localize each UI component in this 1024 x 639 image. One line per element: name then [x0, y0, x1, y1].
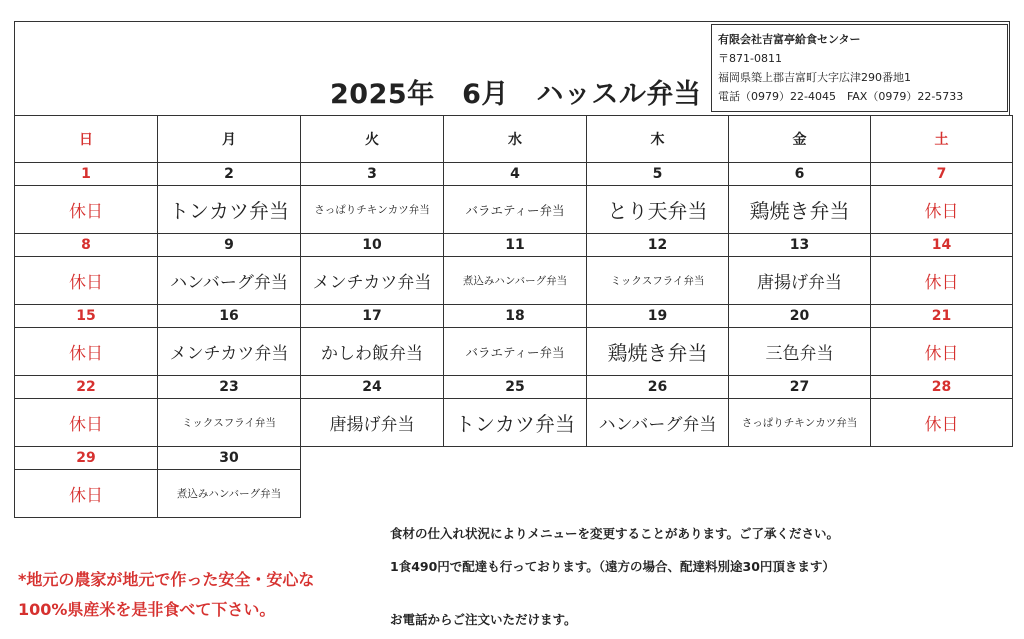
page-title: 2025年 6月 ハッスル弁当: [330, 79, 702, 110]
weekday-monday: 月: [158, 116, 301, 163]
date-cell: 16: [158, 305, 301, 328]
local-rice-note-line2: 100%県産米を是非食べて下さい。: [18, 600, 276, 619]
local-rice-note: [18, 565, 314, 625]
holiday-cell: 休日: [871, 328, 1013, 376]
menu-cell: メンチカツ弁当: [158, 328, 301, 376]
menu-cell: 三色弁当: [729, 328, 871, 376]
holiday-cell: 休日: [15, 328, 158, 376]
date-cell: 21: [871, 305, 1013, 328]
weekday-wednesday: 水: [444, 116, 587, 163]
date-cell: 24: [301, 376, 444, 399]
date-row: [15, 234, 1013, 257]
menu-cell: トンカツ弁当: [158, 186, 301, 234]
date-cell: 19: [587, 305, 729, 328]
date-cell: 10: [301, 234, 444, 257]
holiday-cell: 休日: [871, 399, 1013, 447]
date-row: [15, 163, 1013, 186]
menu-cell: ハンバーグ弁当: [587, 399, 729, 447]
menu-cell: ミックスフライ弁当: [587, 257, 729, 305]
date-cell: 14: [871, 234, 1013, 257]
date-cell: 26: [587, 376, 729, 399]
holiday-cell: 休日: [15, 399, 158, 447]
weekday-tuesday: 火: [301, 116, 444, 163]
weekday-friday: 金: [729, 116, 871, 163]
date-cell: 30: [158, 447, 301, 470]
weekday-thursday: 木: [587, 116, 729, 163]
menu-row: [15, 186, 1013, 234]
date-cell: 17: [301, 305, 444, 328]
menu-change-note: 食材の仕入れ状況によりメニューを変更することがあります。ご了承ください。: [390, 526, 840, 541]
menu-cell: ミックスフライ弁当: [158, 399, 301, 447]
local-rice-note-line1: *地元の農家が地元で作った安全・安心な: [18, 570, 315, 589]
menu-cell: 鶏焼き弁当: [729, 186, 871, 234]
date-cell: 15: [15, 305, 158, 328]
phone-order-note: お電話からご注文いただけます。: [390, 612, 577, 627]
delivery-note: 1食490円で配達も行っております。（遠方の場合、配達料別途30円頂きます）: [390, 559, 835, 574]
company-info-box: [711, 24, 1008, 112]
date-cell: 7: [871, 163, 1013, 186]
date-cell: 23: [158, 376, 301, 399]
menu-cell: さっぱりチキンカツ弁当: [301, 186, 444, 234]
date-cell: 13: [729, 234, 871, 257]
date-cell: 27: [729, 376, 871, 399]
weekday-header-row: [15, 116, 1013, 163]
date-row: [15, 376, 1013, 399]
menu-row: [15, 328, 1013, 376]
company-postal-code: 〒871-0811: [718, 52, 782, 65]
menu-row: [15, 470, 1013, 518]
menu-cell: 煮込みハンバーグ弁当: [444, 257, 587, 305]
date-row: [15, 447, 1013, 470]
date-cell: 22: [15, 376, 158, 399]
company-contact: 電話（0979）22-4045 FAX（0979）22-5733: [718, 90, 964, 103]
company-address: 福岡県築上郡吉富町大字広津290番地1: [718, 71, 911, 84]
weekday-saturday: 土: [871, 116, 1013, 163]
company-name: 有限会社吉富亭給食センター: [718, 33, 861, 46]
menu-cell: ハンバーグ弁当: [158, 257, 301, 305]
date-cell: 4: [444, 163, 587, 186]
menu-row: [15, 257, 1013, 305]
date-row: [15, 305, 1013, 328]
date-cell: 8: [15, 234, 158, 257]
menu-cell: 唐揚げ弁当: [729, 257, 871, 305]
empty-cell: [301, 470, 1013, 518]
date-cell: 2: [158, 163, 301, 186]
empty-cell: [301, 447, 1013, 470]
date-cell: 3: [301, 163, 444, 186]
holiday-cell: 休日: [871, 186, 1013, 234]
date-cell: 11: [444, 234, 587, 257]
menu-cell: 唐揚げ弁当: [301, 399, 444, 447]
menu-cell: 煮込みハンバーグ弁当: [158, 470, 301, 518]
weekday-sunday: 日: [15, 116, 158, 163]
date-cell: 6: [729, 163, 871, 186]
holiday-cell: 休日: [15, 257, 158, 305]
date-cell: 18: [444, 305, 587, 328]
date-cell: 20: [729, 305, 871, 328]
date-cell: 25: [444, 376, 587, 399]
menu-cell: かしわ飯弁当: [301, 328, 444, 376]
holiday-cell: 休日: [871, 257, 1013, 305]
holiday-cell: 休日: [15, 186, 158, 234]
menu-cell: 鶏焼き弁当: [587, 328, 729, 376]
menu-calendar: [14, 115, 1013, 518]
menu-cell: バラエティー弁当: [444, 328, 587, 376]
date-cell: 1: [15, 163, 158, 186]
date-cell: 28: [871, 376, 1013, 399]
date-cell: 5: [587, 163, 729, 186]
date-cell: 12: [587, 234, 729, 257]
date-cell: 29: [15, 447, 158, 470]
holiday-cell: 休日: [15, 470, 158, 518]
menu-row: [15, 399, 1013, 447]
menu-cell: バラエティー弁当: [444, 186, 587, 234]
menu-cell: さっぱりチキンカツ弁当: [729, 399, 871, 447]
date-cell: 9: [158, 234, 301, 257]
menu-cell: メンチカツ弁当: [301, 257, 444, 305]
menu-cell: とり天弁当: [587, 186, 729, 234]
menu-cell: トンカツ弁当: [444, 399, 587, 447]
